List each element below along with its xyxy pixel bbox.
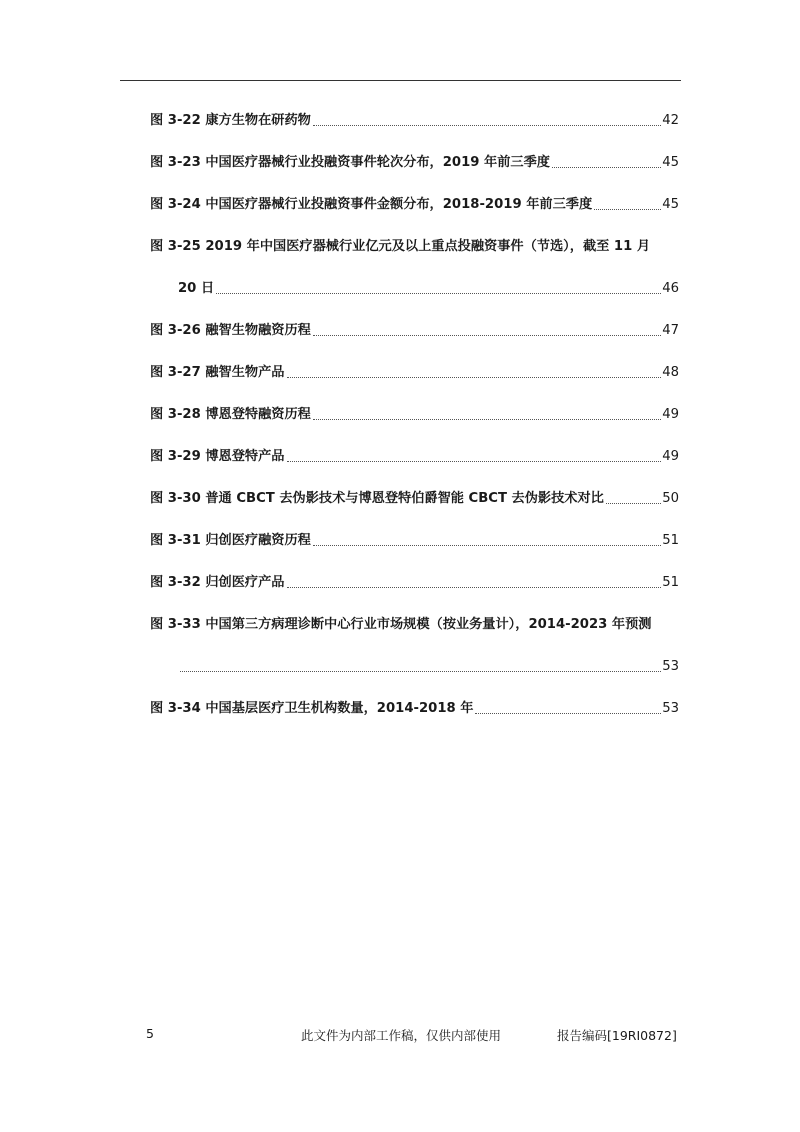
header-rule [120,80,681,81]
dot-leader [287,586,662,588]
toc-entry-3-31[interactable] [150,528,679,550]
toc-entry-continuation: 20 日 [178,281,215,296]
toc-entry-page: 45 [662,197,679,212]
toc-entry-page: 51 [662,575,679,590]
toc-entry-page: 42 [662,113,679,128]
toc-entry-3-28[interactable] [150,402,679,424]
toc-entry-label: 图 3-34 中国基层医疗卫生机构数量，2014-2018 年 [150,701,474,716]
dot-leader [313,418,661,420]
toc-entry-page: 49 [662,407,679,422]
toc-entry-page: 45 [662,155,679,170]
dot-leader [606,502,661,504]
toc-entry-label: 图 3-29 博恩登特产品 [150,449,285,464]
dot-leader [180,670,661,672]
toc-entry-label: 图 3-31 归创医疗融资历程 [150,533,311,548]
toc-entry-3-22[interactable] [150,108,679,130]
toc-entry-page: 47 [662,323,679,338]
dot-leader [594,208,661,210]
toc-entry-3-34[interactable] [150,696,679,718]
dot-leader [287,376,662,378]
toc-entry-3-33[interactable] [150,612,679,634]
toc-entry-label: 图 3-32 归创医疗产品 [150,575,285,590]
toc-entry-label: 图 3-27 融智生物产品 [150,365,285,380]
toc-entry-3-32[interactable] [150,570,679,592]
toc-entry-page: 53 [662,659,679,674]
toc-entry-page: 48 [662,365,679,380]
toc-entry-label: 图 3-25 2019 年中国医疗器械行业亿元及以上重点投融资事件（节选），截至 11 月 [150,239,651,254]
toc-entry-page: 51 [662,533,679,548]
toc-entry-page: 49 [662,449,679,464]
dot-leader [216,292,661,294]
toc-entry-3-29[interactable] [150,444,679,466]
toc-entry-3-30[interactable] [150,486,679,508]
toc-entry-3-24[interactable] [150,192,679,214]
toc-entry-3-26[interactable] [150,318,679,340]
toc-entry-3-25-continuation[interactable] [178,276,679,298]
toc-entry-page: 46 [662,281,679,296]
toc-entry-3-27[interactable] [150,360,679,382]
dot-leader [313,124,661,126]
dot-leader [313,544,661,546]
page-footer [0,1026,800,1046]
dot-leader [475,712,661,714]
toc-entry-label: 图 3-24 中国医疗器械行业投融资事件金额分布，2018-2019 年前三季度 [150,197,593,212]
toc-entry-label: 图 3-22 康方生物在研药物 [150,113,311,128]
toc-entry-3-25[interactable] [150,234,679,256]
toc-entry-label: 图 3-33 中国第三方病理诊断中心行业市场规模（按业务量计），2014-2023 年预测 [150,617,652,632]
toc-entry-3-33-continuation[interactable] [178,654,679,676]
toc-entry-3-23[interactable] [150,150,679,172]
toc-entry-page: 53 [662,701,679,716]
toc-entry-label: 图 3-26 融智生物融资历程 [150,323,311,338]
toc-entry-label: 图 3-23 中国医疗器械行业投融资事件轮次分布，2019 年前三季度 [150,155,550,170]
dot-leader [552,166,661,168]
dot-leader [313,334,661,336]
page-number: 5 [146,1026,154,1041]
dot-leader [287,460,662,462]
toc-entry-label: 图 3-28 博恩登特融资历程 [150,407,311,422]
confidential-notice: 此文件为内部工作稿，仅供内部使用 [301,1028,502,1043]
toc-entry-label: 图 3-30 普通 CBCT 去伪影技术与博恩登特伯爵智能 CBCT 去伪影技术对比 [150,491,604,506]
toc-entry-page: 50 [662,491,679,506]
report-code: 报告编码[19RI0872] [557,1028,677,1043]
